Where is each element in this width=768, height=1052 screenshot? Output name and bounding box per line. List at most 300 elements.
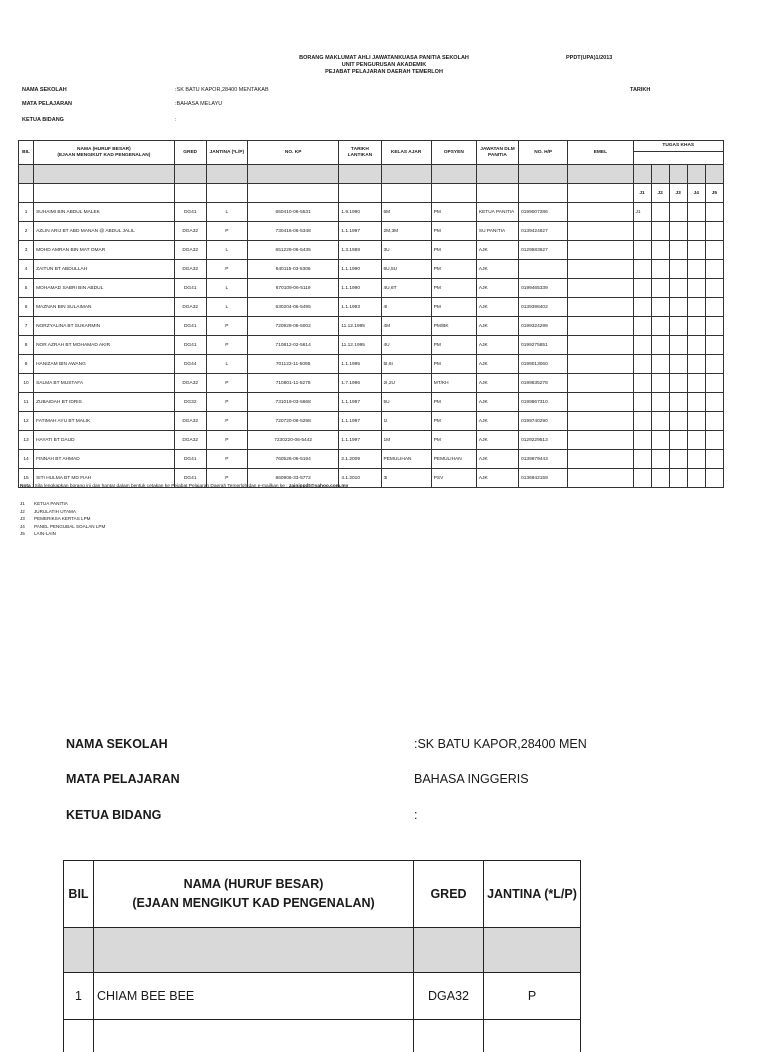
table-row <box>19 374 724 393</box>
cell-emel <box>568 203 633 222</box>
cell-j5 <box>705 374 723 393</box>
cell-bil: 12 <box>19 412 34 431</box>
cell-opsyen: PM <box>431 279 476 298</box>
cell-opsyen: PM <box>431 241 476 260</box>
cell-opsyen: PM <box>431 260 476 279</box>
legend-item: J1 KETUA PANITIA <box>20 500 105 508</box>
cell-j4 <box>687 279 705 298</box>
cell-bil: 1 <box>19 203 34 222</box>
cell-opsyen: PM <box>431 203 476 222</box>
cell-emel <box>568 374 633 393</box>
cell-emel <box>568 450 633 469</box>
nota <box>20 484 348 489</box>
cell-gred: DGA32 <box>174 241 206 260</box>
cell-jantina: L <box>206 279 247 298</box>
cell-jantina: L <box>206 298 247 317</box>
legend-item: J3 PEMERIKSA KERTAS LPM <box>20 515 105 523</box>
col-j5: J5 <box>705 184 723 203</box>
cell-jantina: P <box>206 222 247 241</box>
col-no-hp: NO. H/P <box>519 141 568 165</box>
cell-j4 <box>687 469 705 488</box>
ketua-bidang-label: KETUA BIDANG <box>22 117 64 123</box>
nama-sekolah-value: :SK BATU KAPOR,28400 MENTAKAB <box>175 87 269 93</box>
cell-j5 <box>705 336 723 355</box>
cell-tarikh: 1.1.1997 <box>339 393 381 412</box>
cell-j1 <box>633 279 651 298</box>
nota-email: zainippdt@yahoo.com.my <box>289 484 348 489</box>
cell-opsyen: PM <box>431 222 476 241</box>
cell-kp: 630204-06-5495 <box>247 298 338 317</box>
cell-gred: DGA32 <box>174 412 206 431</box>
form-office: PEJABAT PELAJARAN DAERAH TEMERLOH <box>0 69 768 75</box>
cell-emel <box>568 260 633 279</box>
cell-j5 <box>705 222 723 241</box>
nota-label: Nota <box>20 484 31 489</box>
cell-nama: FATIMAH AYU BT MALIK <box>34 412 175 431</box>
cell-jantina: P <box>206 393 247 412</box>
cell-kelas: 1M <box>381 431 431 450</box>
cell-kelas: 6U,5U <box>381 260 431 279</box>
cell-j1 <box>633 393 651 412</box>
cell-nama: MAZNAN BIN SULAIMAN <box>34 298 175 317</box>
table-row <box>19 412 724 431</box>
cell-j4 <box>687 431 705 450</box>
cell-j5 <box>705 279 723 298</box>
cell-hp: 0199324299 <box>519 317 568 336</box>
cell-jawatan: AJK <box>476 412 518 431</box>
cell-opsyen: PEMULIHAN <box>431 450 476 469</box>
cell-j3 <box>669 412 687 431</box>
cell-gred: DGA32 <box>174 298 206 317</box>
cell-j1 <box>633 431 651 450</box>
cell-kelas: 4U <box>381 336 431 355</box>
cell-opsyen: PM <box>431 355 476 374</box>
cell-nama: AZLIN ARIJ BT ABD MANAN @ ABDUL JALIL <box>34 222 175 241</box>
p2-col-nama: NAMA (HURUF BESAR) (EJAAN MENGIKUT KAD PENGENALAN) <box>94 861 414 928</box>
cell-j5 <box>705 431 723 450</box>
cell-j5 <box>705 203 723 222</box>
cell-nama: HANIZAM BIN AWANG <box>34 355 175 374</box>
cell-j4 <box>687 203 705 222</box>
cell-gred: DG41 <box>174 317 206 336</box>
cell-j1 <box>633 241 651 260</box>
col-jantina: JANTINA (*L/P) <box>206 141 247 165</box>
cell-j2 <box>651 355 669 374</box>
cell-jantina: P <box>206 260 247 279</box>
col-j2: J2 <box>651 184 669 203</box>
shaded-row <box>19 165 724 184</box>
cell-j5 <box>705 317 723 336</box>
cell-j2 <box>651 241 669 260</box>
form-title: BORANG MAKLUMAT AHLI JAWATANKUASA PANITIA SEKOLAH <box>0 55 768 61</box>
cell-nama: NOR AZRAH BT MOHAMAD AKIR <box>34 336 175 355</box>
cell-hp: 0199465339 <box>519 279 568 298</box>
p2-mata-pelajaran-label: MATA PELAJARAN <box>66 772 180 786</box>
p2-cell-jantina: P <box>484 973 581 1020</box>
cell-j2 <box>651 260 669 279</box>
cell-j3 <box>669 431 687 450</box>
cell-bil: 14 <box>19 450 34 469</box>
cell-nama: SITI HULMA BT MD FIAH <box>34 469 175 488</box>
cell-j2 <box>651 317 669 336</box>
cell-kp: 710812-02-5614 <box>247 336 338 355</box>
cell-j2 <box>651 412 669 431</box>
cell-j3 <box>669 241 687 260</box>
cell-bil: 2 <box>19 222 34 241</box>
cell-tarikh: 4.1.2010 <box>339 469 381 488</box>
cell-j4 <box>687 260 705 279</box>
cell-j4 <box>687 393 705 412</box>
p2-cell-bil: 1 <box>64 973 94 1020</box>
cell-j2 <box>651 222 669 241</box>
cell-kp: 720929-06-5002 <box>247 317 338 336</box>
table-row <box>19 393 724 412</box>
cell-j2 <box>651 279 669 298</box>
j-header-row <box>19 184 724 203</box>
cell-j5 <box>705 355 723 374</box>
cell-j1 <box>633 469 651 488</box>
cell-gred: DGA32 <box>174 222 206 241</box>
cell-bil: 9 <box>19 355 34 374</box>
cell-hp: 0199867310 <box>519 393 568 412</box>
cell-emel <box>568 241 633 260</box>
p2-cell-nama: CHIAM BEE BEE <box>94 973 414 1020</box>
cell-nama: NORZYALINA BT SUKARMIN <box>34 317 175 336</box>
table-row <box>19 317 724 336</box>
mata-pelajaran-value: :BAHASA MELAYU <box>175 101 222 107</box>
col-tarikh: TARIKH LANTIKAN <box>339 141 381 165</box>
cell-j1 <box>633 355 651 374</box>
cell-j4 <box>687 336 705 355</box>
cell-bil: 11 <box>19 393 34 412</box>
cell-j5 <box>705 260 723 279</box>
cell-hp: 0199835278 <box>519 374 568 393</box>
p2-mata-pelajaran-value: BAHASA INGGERIS <box>414 772 529 786</box>
cell-j1 <box>633 374 651 393</box>
legend-item: J4 PANEL PENGUBAL SOALAN LPM <box>20 523 105 531</box>
cell-kp: 640115-03-5306 <box>247 260 338 279</box>
cell-gred: DGA32 <box>174 431 206 450</box>
cell-j5 <box>705 241 723 260</box>
cell-nama: HAYATI BT DAUD <box>34 431 175 450</box>
cell-jawatan: SU PANITIA <box>476 222 518 241</box>
cell-j4 <box>687 355 705 374</box>
cell-j1 <box>633 412 651 431</box>
table-row <box>19 298 724 317</box>
cell-bil: 13 <box>19 431 34 450</box>
cell-jawatan: AJK <box>476 431 518 450</box>
cell-kp: 731019-03-5668 <box>247 393 338 412</box>
cell-j4 <box>687 412 705 431</box>
cell-kelas: 3U <box>381 241 431 260</box>
table-row <box>19 203 724 222</box>
cell-tarikh: 1.1.1993 <box>339 298 381 317</box>
cell-gred: DG41 <box>174 469 206 488</box>
cell-j4 <box>687 298 705 317</box>
cell-kp: 730416-06-5348 <box>247 222 338 241</box>
col-kelas: KELAS AJAR <box>381 141 431 165</box>
cell-j3 <box>669 469 687 488</box>
cell-tarikh: 1.1.1990 <box>339 279 381 298</box>
cell-hp <box>519 260 568 279</box>
cell-opsyen: PM <box>431 393 476 412</box>
cell-emel <box>568 279 633 298</box>
cell-emel <box>568 393 633 412</box>
legend-item: J2 JURULATIH UTAMA <box>20 508 105 516</box>
cell-bil: 5 <box>19 279 34 298</box>
cell-opsyen: PM <box>431 431 476 450</box>
cell-kp: 720720-06-5298 <box>247 412 338 431</box>
cell-j5 <box>705 469 723 488</box>
cell-kelas: 4M <box>381 317 431 336</box>
cell-jantina: P <box>206 317 247 336</box>
cell-bil: 6 <box>19 298 34 317</box>
cell-j3 <box>669 298 687 317</box>
cell-opsyen: PM <box>431 336 476 355</box>
cell-j1 <box>633 260 651 279</box>
p2-shaded-row <box>64 928 581 973</box>
cell-j1 <box>633 298 651 317</box>
table-row <box>19 241 724 260</box>
cell-bil: 15 <box>19 469 34 488</box>
p2-ketua-bidang-label: KETUA BIDANG <box>66 808 161 822</box>
cell-gred: DG32 <box>174 393 206 412</box>
cell-jantina: P <box>206 431 247 450</box>
table-row <box>19 222 724 241</box>
cell-kelas: 6M <box>381 203 431 222</box>
cell-emel <box>568 355 633 374</box>
nota-text: : Sila lengkapkan borang ini dan hantar dalam bentuk cetakan ke Pejabat Pelajaran Daerah Temerloh dan e-mailkan ke : <box>31 484 289 489</box>
cell-j2 <box>651 298 669 317</box>
table-row <box>19 355 724 374</box>
cell-j3 <box>669 374 687 393</box>
cell-jawatan: AJK <box>476 241 518 260</box>
p2-nama-sekolah-label: NAMA SEKOLAH <box>66 737 168 751</box>
cell-kelas: 4U,6T <box>381 279 431 298</box>
col-bil: BIL <box>19 141 34 165</box>
cell-opsyen: PM/BK <box>431 317 476 336</box>
cell-emel <box>568 469 633 488</box>
cell-tarikh: 1.1.1997 <box>339 222 381 241</box>
cell-hp: 0139879443 <box>519 450 568 469</box>
cell-kelas: 5U <box>381 393 431 412</box>
cell-emel <box>568 222 633 241</box>
cell-tarikh: 2.1.2009 <box>339 450 381 469</box>
cell-kp: 670109-06-5119 <box>247 279 338 298</box>
cell-kp: 860906-33-5772 <box>247 469 338 488</box>
cell-j5 <box>705 450 723 469</box>
cell-kelas: PEMULIHAN <box>381 450 431 469</box>
p2-nama-sekolah-value: :SK BATU KAPOR,28400 MEN <box>414 737 587 751</box>
cell-gred: DG44 <box>174 355 206 374</box>
cell-kelas: 2M,3M <box>381 222 431 241</box>
cell-kp: 650410-06-5531 <box>247 203 338 222</box>
cell-opsyen: PSV <box>431 469 476 488</box>
cell-j2 <box>651 450 669 469</box>
col-emel: EMEL <box>568 141 633 165</box>
cell-bil: 8 <box>19 336 34 355</box>
cell-kp: 701122-11-5095 <box>247 355 338 374</box>
cell-j2 <box>651 431 669 450</box>
cell-j2 <box>651 469 669 488</box>
col-tugas-khas: TUGAS KHAS <box>633 141 723 152</box>
legend <box>20 500 105 538</box>
cell-j4 <box>687 450 705 469</box>
cell-nama: FINNAH BT AHMAD <box>34 450 175 469</box>
p2-col-jantina: JANTINA (*L/P) <box>484 861 581 928</box>
page2-table <box>63 860 581 1052</box>
cell-emel <box>568 431 633 450</box>
table-row <box>19 336 724 355</box>
cell-opsyen: PM <box>431 298 476 317</box>
cell-j4 <box>687 241 705 260</box>
table-row <box>64 973 581 1020</box>
cell-gred: DGA32 <box>174 260 206 279</box>
cell-hp: 0136942159 <box>519 469 568 488</box>
cell-jawatan: AJK <box>476 260 518 279</box>
cell-j3 <box>669 393 687 412</box>
cell-j1: J1 <box>633 203 651 222</box>
cell-tarikh: 1.1.1995 <box>339 355 381 374</box>
table-row <box>64 1020 581 1052</box>
cell-gred: DG41 <box>174 203 206 222</box>
cell-nama: ZUBAIDAH BT IDRIS <box>34 393 175 412</box>
p2-col-bil: BIL <box>64 861 94 928</box>
cell-hp: 0199007286 <box>519 203 568 222</box>
form-unit: UNIT PENGURUSAN AKADEMIK <box>0 62 768 68</box>
cell-jantina: L <box>206 241 247 260</box>
cell-bil: 4 <box>19 260 34 279</box>
cell-j1 <box>633 317 651 336</box>
cell-hp: 0139424627 <box>519 222 568 241</box>
table-row <box>19 450 724 469</box>
col-j4: J4 <box>687 184 705 203</box>
cell-j3 <box>669 450 687 469</box>
cell-jawatan: AJK <box>476 374 518 393</box>
cell-jawatan: AJK <box>476 355 518 374</box>
cell-tarikh: 11.12.1995 <box>339 336 381 355</box>
cell-jantina: P <box>206 374 247 393</box>
table-row <box>19 431 724 450</box>
cell-emel <box>568 412 633 431</box>
cell-hp: 0199275851 <box>519 336 568 355</box>
cell-gred: DG41 <box>174 279 206 298</box>
cell-hp: 0129583627 <box>519 241 568 260</box>
committee-table <box>18 140 724 488</box>
cell-tarikh: 11.12.1995 <box>339 317 381 336</box>
col-j1: J1 <box>633 184 651 203</box>
cell-jantina: L <box>206 355 247 374</box>
cell-jantina: P <box>206 336 247 355</box>
cell-j5 <box>705 298 723 317</box>
cell-j2 <box>651 393 669 412</box>
ketua-bidang-value: : <box>175 117 177 123</box>
cell-j3 <box>669 222 687 241</box>
cell-j4 <box>687 317 705 336</box>
cell-j3 <box>669 260 687 279</box>
cell-tarikh: 1.7.1996 <box>339 374 381 393</box>
cell-j5 <box>705 393 723 412</box>
mata-pelajaran-label: MATA PELAJARAN <box>22 101 72 107</box>
cell-jantina: P <box>206 469 247 488</box>
cell-j3 <box>669 336 687 355</box>
cell-gred: DG41 <box>174 336 206 355</box>
p2-col-gred: GRED <box>414 861 484 928</box>
cell-jawatan: KETUA PANITIA <box>476 203 518 222</box>
cell-nama: SALMA BT MUSTAFA <box>34 374 175 393</box>
cell-tarikh: 1.3.1988 <box>339 241 381 260</box>
cell-jawatan: AJK <box>476 469 518 488</box>
cell-jawatan: AJK <box>476 393 518 412</box>
cell-j1 <box>633 336 651 355</box>
cell-jawatan: AJK <box>476 336 518 355</box>
cell-jawatan: AJK <box>476 317 518 336</box>
cell-hp: 0199013060 <box>519 355 568 374</box>
nama-sekolah-label: NAMA SEKOLAH <box>22 87 67 93</box>
table-row <box>19 279 724 298</box>
cell-j3 <box>669 279 687 298</box>
col-no-kp: NO. KP <box>247 141 338 165</box>
cell-nama: ZAITUN BT ABDULLAH <box>34 260 175 279</box>
cell-j2 <box>651 374 669 393</box>
cell-jantina: P <box>206 450 247 469</box>
table-row <box>19 260 724 279</box>
p2-cell-gred: DGA32 <box>414 973 484 1020</box>
cell-j3 <box>669 355 687 374</box>
col-opsyen: OPSYEN <box>431 141 476 165</box>
cell-jawatan: AJK <box>476 279 518 298</box>
cell-jawatan: AJK <box>476 298 518 317</box>
cell-tarikh: 1.1.1990 <box>339 260 381 279</box>
tarikh-label: TARIKH <box>630 87 650 93</box>
cell-nama: MOHD AMRAN BIN MAT OMAR <box>34 241 175 260</box>
cell-emel <box>568 317 633 336</box>
cell-j5 <box>705 412 723 431</box>
cell-emel <box>568 298 633 317</box>
cell-tarikh: 1.1.1997 <box>339 431 381 450</box>
legend-item: J5 LAIN-LAIN <box>20 530 105 538</box>
cell-kelas: 5I,6I <box>381 355 431 374</box>
cell-kp: 760526-06-5194 <box>247 450 338 469</box>
cell-j2 <box>651 203 669 222</box>
cell-kp: 651229-06-5435 <box>247 241 338 260</box>
col-jawatan: JAWATAN DLM PANITIA <box>476 141 518 165</box>
cell-kp: 710801-11-5278 <box>247 374 338 393</box>
col-gred: GRED <box>174 141 206 165</box>
cell-tarikh: 1.9.1990 <box>339 203 381 222</box>
cell-kelas: 1I <box>381 412 431 431</box>
cell-nama: MOHAMAD SABRI BIN ABDUL <box>34 279 175 298</box>
cell-tarikh: 1.1.1997 <box>339 412 381 431</box>
cell-hp: 0199740290 <box>519 412 568 431</box>
cell-emel <box>568 336 633 355</box>
cell-j3 <box>669 317 687 336</box>
cell-bil: 3 <box>19 241 34 260</box>
cell-kelas: 4I <box>381 298 431 317</box>
cell-opsyen: MT/KH <box>431 374 476 393</box>
cell-hp: 0139398402 <box>519 298 568 317</box>
cell-j3 <box>669 203 687 222</box>
cell-kp: 7230220-06-5442 <box>247 431 338 450</box>
cell-bil: 7 <box>19 317 34 336</box>
cell-jawatan: AJK <box>476 450 518 469</box>
cell-bil: 10 <box>19 374 34 393</box>
col-j3: J3 <box>669 184 687 203</box>
p2-ketua-bidang-value: : <box>414 808 417 822</box>
cell-j2 <box>651 336 669 355</box>
cell-nama: SUHAIMI BIN ABDUL MALEK <box>34 203 175 222</box>
cell-gred: DG41 <box>174 450 206 469</box>
